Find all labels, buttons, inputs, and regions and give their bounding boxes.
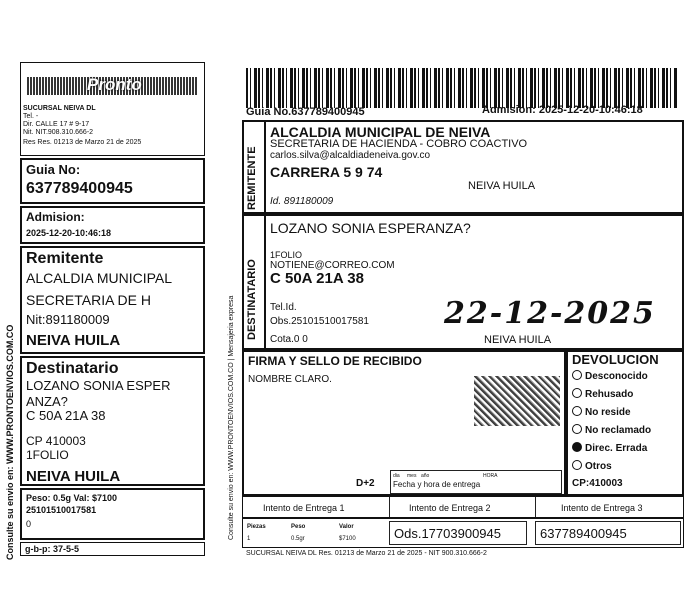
recipient-folio: 1FOLIO	[270, 250, 303, 260]
stub-destinatario-line-5: CP 410003	[26, 434, 86, 448]
sender-address: CARRERA 5 9 74	[270, 164, 383, 180]
stub-guia-box	[20, 158, 205, 204]
devolucion-option[interactable]	[572, 370, 648, 382]
devolucion-option-label: Direc. Errada	[585, 443, 648, 454]
stub-gbp-box	[20, 542, 205, 556]
piezas-value: 1	[247, 536, 251, 542]
stub-remitente-line-4: NEIVA HUILA	[26, 332, 121, 349]
peso-value: 0.5gr	[291, 536, 305, 542]
stub-remitente-label: Remitente	[26, 250, 104, 267]
stub-guia-number: 637789400945	[26, 180, 133, 197]
recipient-name: LOZANO SONIA ESPERANZA?	[270, 220, 471, 236]
fecha-dia: dia	[393, 473, 400, 479]
main-vertical-website: Consulte su envio en: WWW.PRONTOENVIOS.COM.CO | Mensajeria expresa	[228, 295, 235, 540]
stub-admision-value: 2025-12-20-10:46:18	[26, 228, 112, 238]
stub-remitente-line-3: Nit:891180009	[26, 312, 110, 327]
devolucion-option[interactable]	[572, 424, 651, 436]
stub-gbp: g-b-p: 37-5-5	[25, 544, 79, 554]
pronto-logo: Pronto	[27, 75, 197, 97]
recipient-cota: Cota.0 0	[270, 334, 308, 345]
radio-checked-icon[interactable]	[572, 442, 582, 452]
main-admision-header: Admision: 2025-12-20-10:46:18	[482, 104, 643, 116]
devolucion-option[interactable]	[572, 388, 633, 400]
devolucion-title: DEVOLUCION	[572, 352, 659, 367]
barcode	[246, 68, 678, 108]
intento-1: Intento de Entrega 1	[263, 503, 345, 513]
stub-branch-line-5: Res Res. 01213 de Marzo 21 de 2025	[23, 139, 142, 146]
radio-empty-icon[interactable]	[572, 460, 582, 470]
stub-remitente-box	[20, 246, 205, 354]
fecha-caption: Fecha y hora de entrega	[393, 480, 481, 489]
devolucion-option[interactable]	[572, 460, 612, 472]
recipient-obs: Obs.25101510017581	[270, 316, 369, 327]
devolucion-section	[566, 350, 684, 496]
devolucion-option-label: Rehusado	[585, 389, 634, 400]
stub-zero: 0	[26, 519, 32, 529]
recipient-address: C 50A 21A 38	[270, 270, 364, 287]
stub-branch-box	[20, 62, 205, 156]
stub-remitente-line-1: ALCALDIA MUNICIPAL	[26, 270, 173, 286]
devolucion-option[interactable]	[572, 442, 647, 454]
valor-value: $7100	[339, 536, 356, 542]
stub-vertical-website: Consulte su envio en: WWW.PRONTOENVIOS.COM.CO	[5, 324, 15, 560]
devolucion-option-label: Otros	[585, 461, 612, 472]
devolucion-cp: CP:410003	[572, 478, 623, 489]
piezas-header: Piezas	[247, 524, 266, 530]
peso-header: Peso	[291, 524, 306, 530]
bottom-row	[242, 518, 684, 548]
destinatario-section	[242, 214, 684, 350]
stub-destinatario-line-6: 1FOLIO	[26, 448, 69, 462]
stub-remitente-line-2: SECRETARIA DE H	[26, 292, 151, 308]
devolucion-option[interactable]	[572, 406, 631, 418]
stub-destinatario-city: NEIVA HUILA	[26, 468, 121, 485]
radio-empty-icon[interactable]	[572, 424, 582, 434]
remitente-vertical-label: REMITENTE	[246, 146, 258, 210]
nombre-claro: NOMBRE CLARO.	[248, 374, 332, 385]
stub-branch-line-2: Tel. -	[23, 113, 39, 120]
sender-city: NEIVA HUILA	[468, 180, 536, 192]
stub-admision-box	[20, 206, 205, 244]
intento-row	[242, 496, 684, 518]
recipient-email: NOTIENE@CORREO.COM	[270, 260, 395, 271]
ods-box	[389, 521, 527, 545]
stub-destinatario-line-2: ANZA?	[26, 394, 68, 409]
stub-guia-label: Guia No:	[26, 162, 81, 177]
devolucion-option-label: No reside	[585, 407, 631, 418]
guia-box	[535, 521, 681, 545]
stub-admision-label: Admision:	[26, 210, 85, 224]
stub-branch-line-3: Dir. CALLE 17 # 9-17	[23, 121, 90, 128]
main-guia-header: Guia No.637789400945	[246, 106, 365, 118]
stub-peso: Peso: 0.5g Val: $7100	[26, 493, 118, 503]
sender-name: ALCALDIA MUNICIPAL DE NEIVA	[270, 124, 491, 140]
firma-section	[242, 350, 566, 496]
radio-empty-icon[interactable]	[572, 406, 582, 416]
fecha-anio: año	[421, 473, 430, 479]
stub-destinatario-label: Destinatario	[26, 360, 119, 377]
sender-dept: SECRETARIA DE HACIENDA - COBRO COACTIVO	[270, 138, 528, 150]
firma-title: FIRMA Y SELLO DE RECIBIDO	[248, 354, 422, 368]
remitente-section	[242, 120, 684, 214]
intento-2: Intento de Entrega 2	[409, 503, 491, 513]
recipient-tel: Tel.Id.	[270, 302, 297, 313]
stub-ref: 25101510017581	[26, 505, 97, 515]
devolucion-option-label: No reclamado	[585, 425, 652, 436]
ods-value: Ods.17703900945	[394, 526, 501, 541]
fecha-mes: mes	[407, 473, 417, 479]
devolucion-option-label: Desconocido	[585, 371, 648, 382]
handwritten-date: 22-12-2025	[444, 296, 656, 331]
stub-destinatario-line-1: LOZANO SONIA ESPER	[26, 378, 171, 393]
fecha-hora: HORA	[483, 473, 498, 479]
destinatario-vertical-label: DESTINATARIO	[246, 259, 258, 340]
fecha-box	[390, 470, 562, 494]
valor-header: Valor	[339, 524, 354, 530]
recipient-city: NEIVA HUILA	[484, 334, 552, 346]
stub-branch-line-1: SUCURSAL NEIVA DL	[23, 105, 96, 112]
radio-empty-icon[interactable]	[572, 388, 582, 398]
intento-3: Intento de Entrega 3	[561, 503, 643, 513]
guia-box-value: 637789400945	[540, 526, 627, 541]
d-plus-2: D+2	[356, 478, 375, 489]
stub-destinatario-line-3: C 50A 21A 38	[26, 408, 106, 423]
stub-branch-line-4: Nit. NIT.908.310.666-2	[23, 129, 94, 136]
stub-destinatario-box	[20, 356, 205, 486]
sender-email: carlos.silva@alcaldiadeneiva.gov.co	[270, 150, 431, 161]
main-footer: SUCURSAL NEIVA DL Res. 01213 de Marzo 21 de 2025 - NIT 900.310.666-2	[246, 550, 487, 557]
radio-empty-icon[interactable]	[572, 370, 582, 380]
stub-peso-box	[20, 488, 205, 540]
sender-id: Id. 891180009	[270, 196, 334, 207]
stamp-scribble	[474, 376, 560, 426]
